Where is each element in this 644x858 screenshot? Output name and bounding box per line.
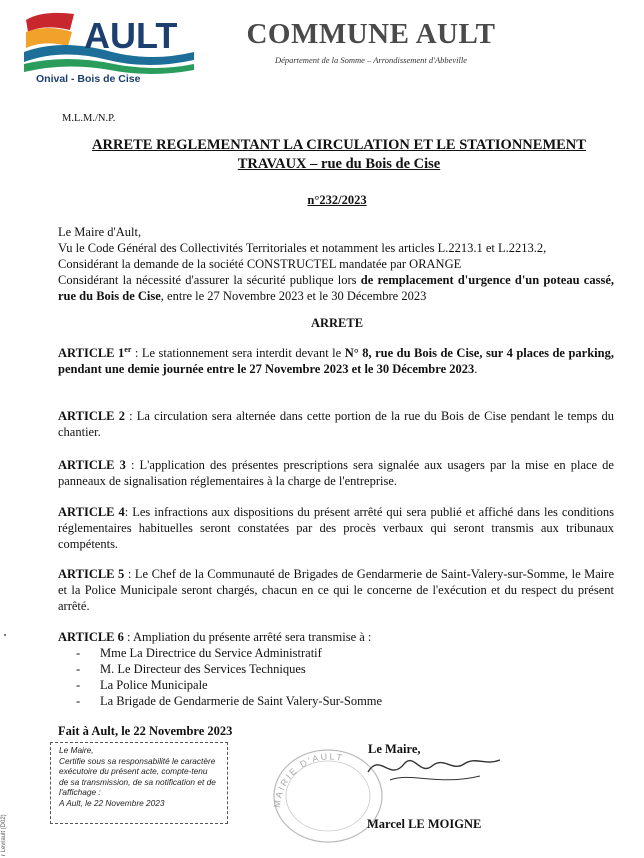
recipient-name: La Police Municipale: [100, 678, 208, 692]
signer-name: Marcel LE MOIGNE: [367, 817, 482, 831]
margin-note: r Levrault (D02): [1, 814, 7, 856]
document-title: [40, 136, 638, 174]
recipient-list: [76, 645, 382, 709]
stamp-text: MAIRIE D'AULT: [271, 751, 345, 809]
article-label: ARTICLE 3: [58, 458, 126, 472]
list-item: [76, 693, 382, 709]
list-item: [76, 645, 382, 661]
article-text: : La circulation sera alternée dans cette portion de la rue du Bois de Cise pendant le temps du chantier.: [58, 409, 614, 439]
article-1: [58, 345, 614, 377]
article-text: : L'application des présentes prescriptions sera signalée aux usagers par la mise en place de panneaux de signalisation réglementaires à la charge de l'entreprise.: [58, 458, 614, 488]
bullet-dash: -: [76, 662, 81, 676]
bullet-dash: -: [76, 694, 81, 708]
list-item: [76, 677, 382, 693]
title-line: ARRETE REGLEMENTANT LA CIRCULATION ET LE STATIONNEMENT: [92, 137, 586, 153]
commune-subtitle: Département de la Somme – Arrondissement d'Abbeville: [274, 55, 468, 65]
logo-tagline: Onival - Bois de Cise: [36, 73, 141, 84]
article-4: [58, 504, 614, 552]
certification-line: Le Maire,: [59, 745, 94, 755]
article-label: ARTICLE 6: [58, 630, 124, 644]
article-6: [58, 629, 614, 645]
preamble-text: Considérant la nécessité d'assurer la sécurité publique lors: [58, 273, 361, 287]
reference-code: M.L.M./N.P.: [62, 113, 116, 124]
preamble-text: , entre le 27 Novembre 2023 et le 30 Décembre 2023: [160, 289, 427, 303]
arrete-heading: ARRETE: [310, 316, 364, 330]
bullet-dash: -: [76, 646, 81, 660]
article-text: : Ampliation du présente arrêté sera transmise à :: [123, 630, 372, 644]
article-text: .: [474, 362, 478, 376]
commune-logo: [22, 8, 198, 84]
recipient-name: M. Le Directeur des Services Techniques: [100, 662, 306, 676]
certification-line: Certifie sous sa responsabilité le caractère exécutoire du présent acte, compte-tenu de sa transmission, de sa notification et de l'affichage :: [59, 755, 216, 797]
preamble-paragraph: [58, 272, 614, 304]
article-text: : Les infractions aux dispositions du présent arrêté qui sera publié et affiché dans les conditions réglementaires habituelles seront constatées par des procès verbaux qui seront transmis aux tribunaux compétents.: [58, 505, 614, 551]
recipient-name: La Brigade de Gendarmerie de Saint Valery-Sur-Somme: [100, 694, 383, 708]
article-emphasis: N° 8, rue du Bois de Cise, sur 4 places de parking, pendant une demie journée entre le 27 Novembre 2023 et le 30 Décembre 2023: [58, 346, 614, 376]
article-5: [58, 566, 614, 614]
article-label: ARTICLE 4: [58, 505, 125, 519]
article-text: : Le stationnement sera interdit devant le: [131, 346, 345, 360]
article-2: [58, 408, 614, 440]
preamble-line: Le Maire d'Ault,: [58, 225, 142, 239]
preamble-line: Considérant la demande de la société CONSTRUCTEL mandatée par ORANGE: [58, 257, 462, 271]
margin-mark: [4, 634, 6, 636]
arrete-number: n°232/2023: [307, 193, 367, 207]
list-item: [76, 661, 382, 677]
recipient-name: Mme La Directrice du Service Administratif: [100, 646, 322, 660]
article-3: [58, 457, 614, 489]
preamble-emphasis: de remplacement d'urgence d'un poteau cassé, rue du Bois de Cise: [58, 273, 614, 303]
title-line: TRAVAUX – rue du Bois de Cise: [237, 156, 441, 172]
article-label-sup: er: [124, 344, 132, 354]
bullet-dash: -: [76, 678, 81, 692]
article-label: ARTICLE 5: [58, 567, 125, 581]
preamble-line: Vu le Code Général des Collectivités Territoriales et notamment les articles L.2213.1 et L.2213.2,: [58, 241, 547, 255]
svg-text:MAIRIE D'AULT: [272, 751, 345, 808]
preamble: [58, 224, 614, 304]
article-label: ARTICLE 2: [58, 409, 125, 423]
logo-name: AULT: [84, 15, 178, 56]
certification-box: [50, 742, 228, 824]
certification-line: A Ault, le 22 Novembre 2023: [59, 797, 165, 808]
signature-place-date: Fait à Ault, le 22 Novembre 2023: [58, 724, 233, 738]
article-text: : Le Chef de la Communauté de Brigades de Gendarmerie de Saint-Valery-sur-Somme, le Maire et la Police Municipale seront chargés, chacun en ce qui le concerne de l'exécution et du respect du présent arrêté.: [58, 567, 614, 613]
article-label: ARTICLE 1: [58, 346, 125, 360]
commune-title: COMMUNE AULT: [246, 18, 496, 50]
mayor-label: Le Maire,: [368, 742, 421, 756]
